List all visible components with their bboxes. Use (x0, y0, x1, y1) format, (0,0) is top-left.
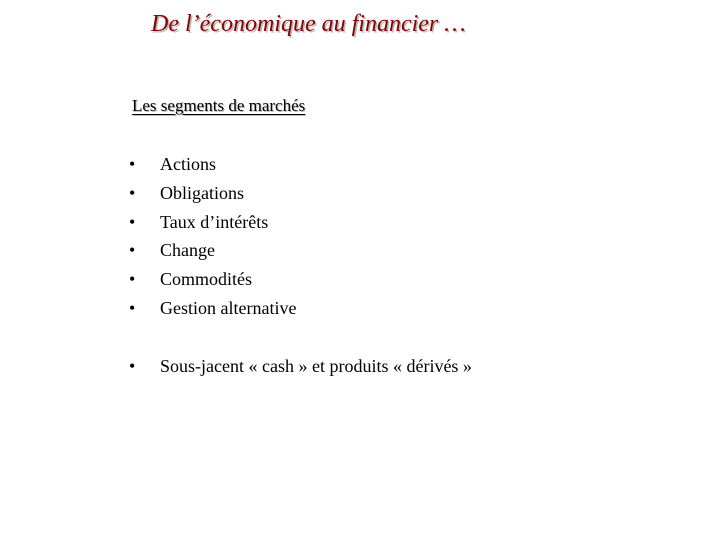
bullet-icon: • (129, 211, 136, 232)
list-item (129, 296, 296, 325)
list-item-text: Obligations (160, 182, 244, 203)
list-item (129, 152, 296, 181)
slide-title: De l’économique au financier … (151, 11, 466, 37)
list-item (129, 181, 296, 210)
list-item-text: Actions (160, 154, 216, 174)
list-item-text: Commodités (160, 269, 253, 290)
bullet-icon: • (129, 154, 136, 174)
list-item-text: Gestion alternative (160, 297, 297, 318)
list-item (129, 354, 472, 383)
list-item (129, 238, 296, 267)
bullet-icon: • (129, 240, 136, 261)
list-item-text: Change (160, 240, 215, 261)
market-segments-list (129, 152, 296, 325)
extra-point-list (129, 354, 472, 383)
list-item (129, 267, 296, 296)
bullet-icon: • (129, 269, 136, 290)
bullet-icon: • (129, 356, 136, 376)
bullet-icon: • (129, 182, 136, 203)
list-item (129, 210, 296, 239)
list-item-text: Taux d’intérêts (160, 211, 269, 232)
bullet-icon: • (129, 297, 136, 318)
section-heading: Les segments de marchés (132, 96, 306, 115)
list-item-text: Sous-jacent « cash » et produits « dérivés » (160, 356, 472, 376)
